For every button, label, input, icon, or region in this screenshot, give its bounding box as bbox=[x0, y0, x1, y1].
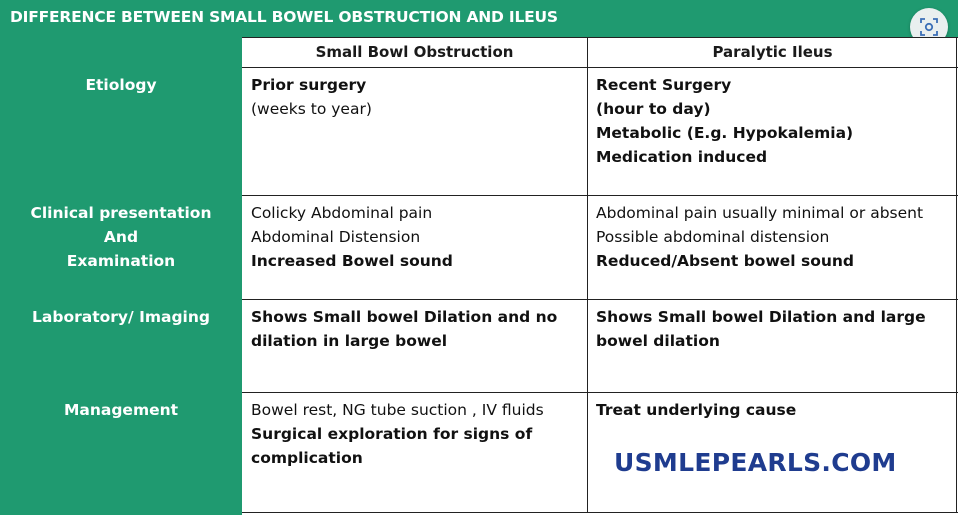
column-header-sbo: Small Bowl Obstruction bbox=[315, 43, 514, 61]
title-bar bbox=[0, 0, 958, 37]
cell-clinical-sbo: Colicky Abdominal pain Abdominal Distension Increased Bowel sound bbox=[251, 204, 453, 270]
grid-line bbox=[242, 392, 958, 393]
row-label-clinical: Clinical presentation And Examination bbox=[30, 204, 212, 270]
grid-line bbox=[242, 195, 958, 196]
cell-lab-ileus: Shows Small bowel Dilation and large bowel dilation bbox=[596, 308, 926, 350]
row-label-column bbox=[0, 37, 242, 515]
visual-search-icon bbox=[919, 17, 939, 37]
row-label-etiology: Etiology bbox=[85, 76, 157, 94]
column-header-ileus: Paralytic Ileus bbox=[712, 43, 833, 61]
row-label-lab-imaging: Laboratory/ Imaging bbox=[32, 308, 210, 326]
cell-management-ileus: Treat underlying cause bbox=[596, 401, 797, 419]
cell-management-sbo: Bowel rest, NG tube suction , IV fluids Surgical exploration for signs of complication bbox=[251, 401, 544, 467]
cell-clinical-ileus: Abdominal pain usually minimal or absent Possible abdominal distension Reduced/Absent bowel sound bbox=[596, 204, 924, 270]
cell-etiology-sbo: Prior surgery (weeks to year) bbox=[251, 76, 372, 118]
grid-line bbox=[587, 37, 588, 513]
grid-line bbox=[242, 299, 958, 300]
grid-line bbox=[956, 37, 957, 513]
grid-line bbox=[242, 67, 958, 68]
table-header bbox=[242, 37, 958, 67]
cell-etiology-ileus: Recent Surgery (hour to day) Metabolic (E.g. Hypokalemia) Medication induced bbox=[596, 76, 854, 166]
cell-lab-sbo: Shows Small bowel Dilation and no dilation in large bowel bbox=[251, 308, 558, 350]
grid-line bbox=[242, 37, 958, 38]
row-label-management: Management bbox=[63, 401, 179, 419]
watermark: USMLEPEARLS.COM bbox=[614, 448, 897, 477]
page-title: DIFFERENCE BETWEEN SMALL BOWEL OBSTRUCTION AND ILEUS bbox=[10, 8, 558, 26]
grid-line bbox=[242, 512, 958, 513]
